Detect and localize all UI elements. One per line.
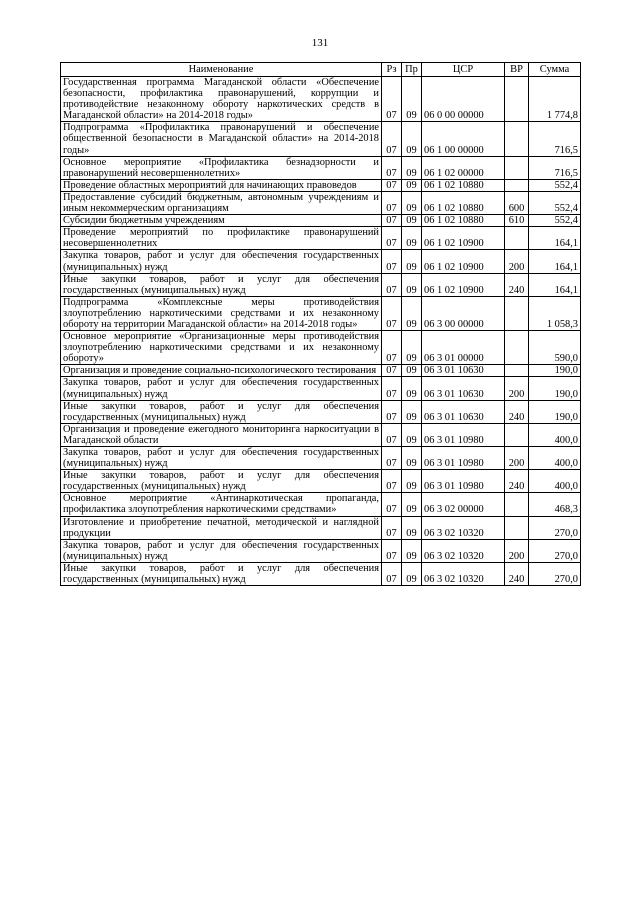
cell-rz: 07 — [382, 562, 402, 585]
header-vr: ВР — [505, 63, 529, 77]
cell-rz: 07 — [382, 77, 402, 122]
cell-rz: 07 — [382, 400, 402, 423]
cell-pr: 09 — [402, 377, 422, 400]
cell-csr: 06 3 02 10320 — [422, 516, 505, 539]
cell-rz: 07 — [382, 516, 402, 539]
budget-table — [60, 62, 581, 586]
header-csr: ЦСР — [422, 63, 505, 77]
cell-vr — [505, 179, 529, 191]
cell-csr: 06 3 01 10980 — [422, 447, 505, 470]
cell-name: Иные закупки товаров, работ и услуг для обеспечения государственных (муниципальных) нужд — [61, 400, 382, 423]
table-row — [61, 296, 581, 330]
cell-pr: 09 — [402, 77, 422, 122]
cell-vr — [505, 227, 529, 250]
cell-sum: 400,0 — [529, 447, 581, 470]
cell-rz: 07 — [382, 470, 402, 493]
cell-pr: 09 — [402, 516, 422, 539]
cell-vr: 240 — [505, 400, 529, 423]
cell-csr: 06 1 02 10880 — [422, 179, 505, 191]
cell-name: Основное мероприятие «Антинаркотическая пропаганда, профилактика злоупотребления наркотическими средствами» — [61, 493, 382, 516]
cell-name: Иные закупки товаров, работ и услуг для обеспечения государственных (муниципальных) нужд — [61, 470, 382, 493]
cell-rz: 07 — [382, 191, 402, 214]
cell-rz: 07 — [382, 122, 402, 156]
cell-vr: 200 — [505, 250, 529, 273]
cell-vr — [505, 493, 529, 516]
cell-sum: 552,4 — [529, 179, 581, 191]
cell-vr: 600 — [505, 191, 529, 214]
cell-sum: 590,0 — [529, 331, 581, 365]
cell-csr: 06 3 01 10630 — [422, 400, 505, 423]
table-row — [61, 122, 581, 156]
cell-pr: 09 — [402, 365, 422, 377]
table-row — [61, 493, 581, 516]
cell-pr: 09 — [402, 447, 422, 470]
header-sum: Сумма — [529, 63, 581, 77]
cell-pr: 09 — [402, 331, 422, 365]
cell-vr: 240 — [505, 273, 529, 296]
cell-name: Подпрограмма «Комплексные меры противодействия злоупотреблению наркотическими средствами и их незаконному обороту на территории Магаданской области» на 2014-2018 годы» — [61, 296, 382, 330]
table-row — [61, 447, 581, 470]
cell-sum: 270,0 — [529, 539, 581, 562]
cell-name: Закупка товаров, работ и услуг для обеспечения государственных (муниципальных) нужд — [61, 250, 382, 273]
cell-name: Иные закупки товаров, работ и услуг для обеспечения государственных (муниципальных) нужд — [61, 273, 382, 296]
cell-sum: 552,4 — [529, 215, 581, 227]
cell-csr: 06 3 01 10980 — [422, 470, 505, 493]
cell-name: Подпрограмма «Профилактика правонарушений и обеспечение общественной безопасности в Магаданской области» на 2014-2018 годы» — [61, 122, 382, 156]
table-row — [61, 191, 581, 214]
cell-rz: 07 — [382, 273, 402, 296]
cell-rz: 07 — [382, 377, 402, 400]
cell-sum: 190,0 — [529, 400, 581, 423]
cell-sum: 400,0 — [529, 470, 581, 493]
table-row — [61, 400, 581, 423]
header-rz: Рз — [382, 63, 402, 77]
cell-name: Организация и проведение ежегодного мониторинга наркоситуации в Магаданской области — [61, 423, 382, 446]
cell-sum: 164,1 — [529, 227, 581, 250]
cell-vr — [505, 122, 529, 156]
cell-pr: 09 — [402, 273, 422, 296]
cell-vr — [505, 77, 529, 122]
cell-name: Предоставление субсидий бюджетным, автономным учреждениям и иным некоммерческим организациям — [61, 191, 382, 214]
table-row — [61, 377, 581, 400]
cell-rz: 07 — [382, 227, 402, 250]
cell-sum: 552,4 — [529, 191, 581, 214]
cell-rz: 07 — [382, 539, 402, 562]
cell-rz: 07 — [382, 331, 402, 365]
cell-pr: 09 — [402, 215, 422, 227]
cell-name: Проведение областных мероприятий для начинающих правоведов — [61, 179, 382, 191]
table-row — [61, 539, 581, 562]
cell-csr: 06 3 02 10320 — [422, 539, 505, 562]
cell-pr: 09 — [402, 423, 422, 446]
cell-vr: 240 — [505, 562, 529, 585]
table-row — [61, 156, 581, 179]
cell-pr: 09 — [402, 191, 422, 214]
cell-csr: 06 1 00 00000 — [422, 122, 505, 156]
table-row — [61, 331, 581, 365]
cell-vr — [505, 296, 529, 330]
cell-sum: 716,5 — [529, 122, 581, 156]
cell-rz: 07 — [382, 296, 402, 330]
cell-csr: 06 3 02 00000 — [422, 493, 505, 516]
cell-vr — [505, 423, 529, 446]
cell-vr: 200 — [505, 377, 529, 400]
cell-csr: 06 0 00 00000 — [422, 77, 505, 122]
cell-rz: 07 — [382, 179, 402, 191]
cell-pr: 09 — [402, 400, 422, 423]
cell-sum: 190,0 — [529, 365, 581, 377]
cell-pr: 09 — [402, 227, 422, 250]
cell-name: Изготовление и приобретение печатной, методической и наглядной продукции — [61, 516, 382, 539]
cell-csr: 06 3 01 10630 — [422, 365, 505, 377]
cell-vr — [505, 365, 529, 377]
cell-csr: 06 3 01 10980 — [422, 423, 505, 446]
cell-name: Основное мероприятие «Профилактика безнадзорности и правонарушений несовершеннолетних» — [61, 156, 382, 179]
header-pr: Пр — [402, 63, 422, 77]
cell-sum: 400,0 — [529, 423, 581, 446]
cell-rz: 07 — [382, 365, 402, 377]
cell-pr: 09 — [402, 179, 422, 191]
cell-sum: 164,1 — [529, 250, 581, 273]
cell-pr: 09 — [402, 470, 422, 493]
header-name: Наименование — [61, 63, 382, 77]
table-row — [61, 470, 581, 493]
cell-csr: 06 3 00 00000 — [422, 296, 505, 330]
cell-vr — [505, 156, 529, 179]
cell-rz: 07 — [382, 156, 402, 179]
cell-csr: 06 1 02 10880 — [422, 215, 505, 227]
cell-csr: 06 1 02 00000 — [422, 156, 505, 179]
cell-pr: 09 — [402, 250, 422, 273]
cell-csr: 06 3 01 00000 — [422, 331, 505, 365]
cell-pr: 09 — [402, 296, 422, 330]
cell-sum: 164,1 — [529, 273, 581, 296]
cell-rz: 07 — [382, 215, 402, 227]
cell-csr: 06 1 02 10900 — [422, 227, 505, 250]
cell-sum: 270,0 — [529, 516, 581, 539]
cell-rz: 07 — [382, 250, 402, 273]
cell-csr: 06 3 02 10320 — [422, 562, 505, 585]
cell-name: Закупка товаров, работ и услуг для обеспечения государственных (муниципальных) нужд — [61, 447, 382, 470]
cell-pr: 09 — [402, 562, 422, 585]
cell-pr: 09 — [402, 156, 422, 179]
cell-csr: 06 1 02 10900 — [422, 273, 505, 296]
cell-name: Иные закупки товаров, работ и услуг для обеспечения государственных (муниципальных) нужд — [61, 562, 382, 585]
cell-sum: 1 774,8 — [529, 77, 581, 122]
table-row — [61, 179, 581, 191]
cell-pr: 09 — [402, 122, 422, 156]
cell-sum: 716,5 — [529, 156, 581, 179]
cell-vr: 200 — [505, 447, 529, 470]
cell-name: Субсидии бюджетным учреждениям — [61, 215, 382, 227]
table-row — [61, 423, 581, 446]
cell-sum: 1 058,3 — [529, 296, 581, 330]
cell-name: Организация и проведение социально-психологического тестирования — [61, 365, 382, 377]
cell-vr: 610 — [505, 215, 529, 227]
cell-sum: 190,0 — [529, 377, 581, 400]
cell-csr: 06 1 02 10880 — [422, 191, 505, 214]
table-row — [61, 273, 581, 296]
cell-csr: 06 3 01 10630 — [422, 377, 505, 400]
cell-pr: 09 — [402, 493, 422, 516]
cell-name: Государственная программа Магаданской области «Обеспечение безопасности, профилактика правонарушений, коррупции и противодействие незаконному обороту наркотических средств в Магаданской области» на 2014-2018 годы» — [61, 77, 382, 122]
table-row — [61, 365, 581, 377]
cell-name: Проведение мероприятий по профилактике правонарушений несовершеннолетних — [61, 227, 382, 250]
cell-pr: 09 — [402, 539, 422, 562]
cell-rz: 07 — [382, 493, 402, 516]
cell-csr: 06 1 02 10900 — [422, 250, 505, 273]
page-number: 131 — [311, 37, 329, 49]
table-row — [61, 227, 581, 250]
cell-vr — [505, 516, 529, 539]
cell-sum: 270,0 — [529, 562, 581, 585]
table-row — [61, 215, 581, 227]
cell-rz: 07 — [382, 423, 402, 446]
table-row — [61, 250, 581, 273]
table-body — [61, 77, 581, 586]
cell-vr — [505, 331, 529, 365]
cell-name: Закупка товаров, работ и услуг для обеспечения государственных (муниципальных) нужд — [61, 539, 382, 562]
table-row — [61, 562, 581, 585]
cell-rz: 07 — [382, 447, 402, 470]
cell-name: Закупка товаров, работ и услуг для обеспечения государственных (муниципальных) нужд — [61, 377, 382, 400]
cell-vr: 240 — [505, 470, 529, 493]
cell-name: Основное мероприятие «Организационные меры противодействия злоупотреблению наркотическими средствами и их незаконному обороту» — [61, 331, 382, 365]
cell-sum: 468,3 — [529, 493, 581, 516]
table-header-row — [61, 63, 581, 77]
cell-vr: 200 — [505, 539, 529, 562]
table-row — [61, 77, 581, 122]
table-row — [61, 516, 581, 539]
